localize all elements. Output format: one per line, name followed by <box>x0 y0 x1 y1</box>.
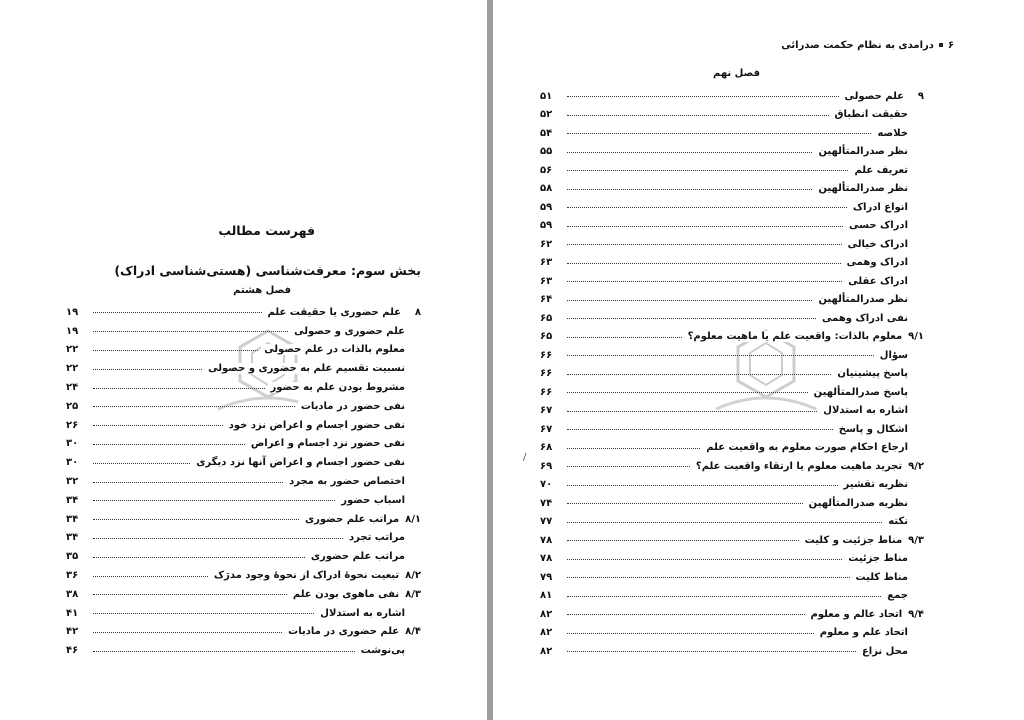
dot-leader <box>567 262 841 264</box>
toc-entry-text: نسبیت تقسیم علم به حضوری و حصولی <box>208 363 405 375</box>
toc-entry-text: نفی ادراک وهمی <box>822 312 908 324</box>
toc-entry <box>540 272 924 291</box>
toc-entry-label <box>842 91 924 102</box>
toc-entry-label <box>358 645 421 656</box>
dot-leader <box>93 650 355 652</box>
toc-entry-text: نفی حضور اجسام و اعراض آنها نزد دیگری <box>196 457 405 469</box>
toc-entry-label <box>291 326 421 337</box>
toc-entry-label <box>845 276 924 287</box>
toc-entry <box>66 623 421 642</box>
toc-entry-label <box>317 608 421 619</box>
toc-page-number: ۵۴ <box>540 127 553 139</box>
toc-entry-label <box>832 109 924 120</box>
toc-entry <box>66 303 421 322</box>
toc-entry-label <box>874 128 924 139</box>
toc-page-number: ۸۲ <box>540 627 553 639</box>
toc-entry <box>540 457 924 476</box>
toc-entry-label <box>850 202 924 213</box>
toc-entry-number: ۹/۲ <box>908 460 924 472</box>
toc-page-number: ۵۸ <box>540 183 553 195</box>
toc-entry-label <box>226 420 421 431</box>
dot-leader <box>93 556 305 558</box>
toc-entry-label <box>205 363 421 374</box>
toc-entry <box>540 106 924 125</box>
running-title: درامدی به نظام حکمت صدرائی <box>781 40 934 51</box>
dot-leader <box>93 368 202 370</box>
toc-entry-label <box>802 535 924 546</box>
toc-entry <box>540 531 924 550</box>
toc-entry <box>66 416 421 435</box>
dot-leader <box>93 424 223 426</box>
toc-page-number: ۵۲ <box>540 109 553 121</box>
dot-leader <box>567 447 700 449</box>
dot-leader <box>567 95 839 97</box>
toc-entry-text: اشاره به استدلال <box>823 405 908 417</box>
toc-entry-label <box>685 331 924 342</box>
toc-entry-label <box>308 551 421 562</box>
dot-leader <box>567 188 812 190</box>
toc-entry-label <box>806 498 924 509</box>
toc-entry <box>540 624 924 643</box>
toc-page-number: ۴۱ <box>66 607 79 619</box>
dot-leader <box>567 521 882 523</box>
toc-entry-label <box>302 514 421 525</box>
toc-entry <box>66 585 421 604</box>
dot-leader <box>93 612 314 614</box>
dot-leader <box>93 631 282 633</box>
toc-entry-text: اسباب حضور <box>341 494 405 506</box>
toc-entry <box>540 642 924 661</box>
toc-page-number: ۳۴ <box>66 532 79 544</box>
toc-entry-label <box>268 382 421 393</box>
toc-page-number: ۶۶ <box>540 368 553 380</box>
toc-page-number: ۲۴ <box>66 382 79 394</box>
toc-page-number: ۶۵ <box>540 312 553 324</box>
toc-entry-text: پی‌نوشت <box>360 645 405 657</box>
toc-entry-text: پاسخ صدرالمتألهین <box>813 386 908 398</box>
toc-entry-text: نظریه تقشیر <box>843 479 908 491</box>
part-title: بخش سوم: معرفت‌شناسی (هستی‌شناسی ادراک) <box>114 263 421 278</box>
dot-leader <box>93 481 283 483</box>
toc-entry-text: نظر صدرالمتألهین <box>818 183 908 195</box>
toc-entry-label <box>841 479 924 490</box>
toc-page-number: ۳۴ <box>66 513 79 525</box>
toc-entry-label <box>346 532 421 543</box>
toc-entry-text: تجرید ماهیت معلوم یا ارتقاء واقعیت علم؟ <box>695 460 903 472</box>
toc-entry <box>540 494 924 513</box>
toc-page-number: ۶۶ <box>540 349 553 361</box>
dot-leader <box>93 462 190 464</box>
toc-entry <box>540 439 924 458</box>
toc-entry <box>66 529 421 548</box>
toc-entry-label <box>811 387 924 398</box>
toc-entry-label <box>211 570 421 581</box>
toc-entry <box>540 161 924 180</box>
toc-entry-text: حقیقت انطباق <box>834 109 908 121</box>
margin-mark: / <box>523 452 527 463</box>
toc-page-number: ۸۲ <box>540 608 553 620</box>
toc-entry <box>66 453 421 472</box>
toc-entry-text: نظر صدرالمتألهین <box>818 146 908 158</box>
toc-page-number: ۵۹ <box>540 220 553 232</box>
toc-entry-text: مراتب علم حضوری <box>310 551 405 563</box>
toc-entry-number: ۹/۳ <box>908 534 924 546</box>
dot-leader <box>567 225 843 227</box>
dot-leader <box>567 114 829 116</box>
toc-entry-number: ۹/۱ <box>908 331 924 343</box>
toc-entry <box>66 547 421 566</box>
toc-entry-label <box>859 646 924 657</box>
toc-entry-label <box>693 461 924 472</box>
toc-page-number: ۴۲ <box>66 626 79 638</box>
toc-entry-label <box>703 442 924 453</box>
toc-page-number: ۵۱ <box>540 90 553 102</box>
toc-entry-label <box>884 590 924 601</box>
toc-entry-label <box>817 627 924 638</box>
toc-page-number: ۳۵ <box>66 551 79 563</box>
toc-entry-text: محل نزاع <box>861 645 908 657</box>
toc-entry-label <box>853 572 924 583</box>
toc-entry-text: علم حضوری در مادیات <box>288 626 400 638</box>
toc-page-number: ۶۹ <box>540 460 553 472</box>
toc-page-number: ۱۹ <box>66 325 79 337</box>
toc-entry-number: ۸/۲ <box>405 570 421 582</box>
toc-entry <box>66 491 421 510</box>
toc-page-number: ۷۷ <box>540 516 553 528</box>
toc-entry-label <box>846 220 924 231</box>
toc-page-number: ۲۵ <box>66 400 79 412</box>
dot-leader <box>93 499 335 501</box>
toc-entry <box>540 291 924 310</box>
toc-entry-label <box>261 344 421 355</box>
toc-entry-text: نفی ماهوی بودن علم <box>292 588 400 600</box>
toc-entry-text: ادراک وهمی <box>846 257 908 269</box>
toc-entry-text: مشروط بودن علم به حضور <box>270 382 405 394</box>
dot-leader <box>567 169 848 171</box>
toc-page-number: ۵۹ <box>540 201 553 213</box>
dot-leader <box>567 206 847 208</box>
dot-leader <box>93 311 262 313</box>
toc-page-number: ۳۶ <box>66 570 79 582</box>
toc-entry-text: مناط جزئیت <box>848 553 908 565</box>
toc-entry-text: ارجاع احکام صورت معلوم به واقعیت علم <box>706 442 908 454</box>
toc-page-number: ۶۶ <box>540 386 553 398</box>
toc-entry-label <box>290 589 421 600</box>
toc-entry-text: مراتب علم حضوری <box>304 513 400 525</box>
toc-entry-label <box>820 405 924 416</box>
toc-page-number: ۱۹ <box>66 306 79 318</box>
toc-entry-text: تبعیت نحوهٔ ادراک از نحوهٔ وجود مدرَک <box>213 570 400 582</box>
toc-entry-label <box>265 307 421 318</box>
toc-page-number: ۶۲ <box>540 238 553 250</box>
toc-entry <box>540 87 924 106</box>
toc-entry-text: ادراک خیالی <box>847 238 908 250</box>
dot-leader <box>567 539 799 541</box>
toc-entry-label <box>845 553 924 564</box>
toc-entry-text: خلاصه <box>877 127 908 139</box>
chapter-heading-left: فصل هشتم <box>233 285 291 296</box>
toc-entry-number: ۸/۱ <box>405 513 421 525</box>
toc-entry-text: علم حضوری و حصولی <box>294 325 405 337</box>
toc-entry-label <box>819 313 924 324</box>
dot-leader <box>567 595 881 597</box>
left-page <box>0 0 487 720</box>
toc-entry-text: نظریه صدرالمتألهین <box>808 497 908 509</box>
toc-entry <box>540 568 924 587</box>
toc-entry-label <box>248 438 421 449</box>
toc-entry <box>540 198 924 217</box>
toc-entry-text: علم حضوری یا حقیقت علم <box>267 306 401 318</box>
toc-entry-text: معلوم بالذات در علم حصولی <box>264 344 405 356</box>
toc-page-number: ۷۴ <box>540 497 553 509</box>
toc-entry <box>540 605 924 624</box>
toc-entry-text: علم حصولی <box>844 90 904 102</box>
toc-entry <box>540 420 924 439</box>
toc-entry-text: پاسخ پیشینیان <box>837 368 908 380</box>
toc-entry-label <box>338 495 421 506</box>
toc-entry <box>66 435 421 454</box>
dot-leader <box>93 518 299 520</box>
toc-entry-number: ۸ <box>414 306 421 318</box>
toc-entry-text: جمع <box>887 590 908 602</box>
dot-leader <box>567 336 682 338</box>
toc-page-number: ۷۸ <box>540 534 553 546</box>
toc-page-number: ۶۳ <box>540 275 553 287</box>
dot-leader <box>567 132 871 134</box>
page-number: ۶ <box>947 40 954 51</box>
toc-entry-text: نفی حضور اجسام و اعراض نزد خود <box>228 419 405 431</box>
toc-entry-label <box>877 350 924 361</box>
toc-page-number: ۷۰ <box>540 479 553 491</box>
toc-entry-text: اختصاص حضور به مجرد <box>289 476 405 488</box>
dot-leader <box>567 632 814 634</box>
toc-entry-text: تعریف علم <box>854 164 908 176</box>
toc-entry-text: نکته <box>888 516 908 528</box>
dot-leader <box>93 593 287 595</box>
dot-leader <box>567 650 856 652</box>
toc-entry <box>540 476 924 495</box>
toc-page-number: ۳۸ <box>66 588 79 600</box>
running-header <box>781 40 954 51</box>
toc-entry-number: ۹/۴ <box>908 608 924 620</box>
dot-leader <box>567 151 812 153</box>
dot-leader <box>567 576 850 578</box>
toc-page-number: ۲۶ <box>66 419 79 431</box>
toc-entry-label <box>815 183 924 194</box>
toc-entry-label <box>815 146 924 157</box>
chapter-heading-right: فصل نهم <box>712 68 760 79</box>
toc-page-number: ۶۸ <box>540 442 553 454</box>
toc-entry <box>540 587 924 606</box>
toc-page-number: ۶۷ <box>540 423 553 435</box>
toc-page-number: ۶۷ <box>540 405 553 417</box>
dot-leader <box>93 575 208 577</box>
dot-leader <box>567 502 803 504</box>
toc-entry-label <box>298 401 421 412</box>
header-bullet-icon <box>939 43 943 47</box>
toc-page-number: ۶۴ <box>540 294 553 306</box>
toc-page-number: ۳۲ <box>66 476 79 488</box>
toc-entry <box>540 124 924 143</box>
toc-entry <box>540 235 924 254</box>
dot-leader <box>567 484 838 486</box>
toc-entry-text: نظر صدرالمتألهین <box>818 294 908 306</box>
toc-entry-text: اتحاد علم و معلوم <box>819 627 908 639</box>
toc-entry-text: ادراک حسی <box>849 220 908 232</box>
toc-page-number: ۲۲ <box>66 344 79 356</box>
toc-entry <box>540 513 924 532</box>
toc-page-number: ۶۳ <box>540 257 553 269</box>
toc-entry-text: مناط کلیت <box>855 571 908 583</box>
toc-entry-number: ۸/۴ <box>405 626 421 638</box>
toc-entry-number: ۹ <box>917 90 924 102</box>
toc-entry-text: معلوم بالذات: واقعیت علم یا ماهیت معلوم؟ <box>687 331 903 343</box>
toc-entry-text: انواع ادراک <box>852 201 908 213</box>
dot-leader <box>567 280 842 282</box>
toc-page-number: ۷۹ <box>540 571 553 583</box>
toc-entry <box>66 604 421 623</box>
toc-page-number: ۸۱ <box>540 590 553 602</box>
toc-entry <box>540 550 924 569</box>
toc-entry-label <box>836 424 924 435</box>
toc-entry <box>540 254 924 273</box>
toc-entry-label <box>808 609 925 620</box>
toc-entry-label <box>851 165 924 176</box>
dot-leader <box>567 613 805 615</box>
toc-page-number: ۵۶ <box>540 164 553 176</box>
dot-leader <box>567 299 812 301</box>
toc-page-number: ۷۸ <box>540 553 553 565</box>
toc-entry-text: اشکال و پاسخ <box>838 423 908 435</box>
toc-title: فهرست مطالب <box>218 223 315 238</box>
toc-page-number: ۳۰ <box>66 457 79 469</box>
toc-entry <box>66 566 421 585</box>
toc-entry <box>540 143 924 162</box>
toc-entry-label <box>885 516 924 527</box>
toc-entry-text: مناط جزئیت و کلیت <box>804 534 903 546</box>
toc-entry-label <box>844 257 924 268</box>
toc-entry <box>540 180 924 199</box>
toc-entry-text: ادراک عقلی <box>848 275 908 287</box>
toc-entry-label <box>193 457 421 468</box>
toc-page-number: ۳۴ <box>66 494 79 506</box>
toc-entry <box>66 472 421 491</box>
toc-entry <box>540 217 924 236</box>
toc-entry-text: اتحاد عالم و معلوم <box>810 608 903 620</box>
toc-entry-text: نفی حضور در مادیات <box>300 400 405 412</box>
toc-entry-text: اشاره به استدلال <box>320 607 405 619</box>
toc-entry-label <box>815 294 924 305</box>
dot-leader <box>567 428 833 430</box>
toc-page-number: ۶۵ <box>540 331 553 343</box>
toc-entry-label <box>834 368 924 379</box>
toc-entry <box>66 641 421 660</box>
toc-entry-label <box>285 626 421 637</box>
dot-leader <box>567 558 842 560</box>
toc-entry-text: نفی حضور نزد اجسام و اعراض <box>250 438 405 450</box>
dot-leader <box>93 537 343 539</box>
toc-page-number: ۵۵ <box>540 146 553 158</box>
toc-entry-text: مراتب تجرد <box>349 532 405 544</box>
dot-leader <box>567 317 816 319</box>
toc-page-number: ۸۲ <box>540 645 553 657</box>
toc-page-number: ۴۶ <box>66 645 79 657</box>
dot-leader <box>93 443 245 445</box>
toc-entry-text: سؤال <box>879 349 908 361</box>
toc-page-number: ۲۲ <box>66 363 79 375</box>
toc-entry-label <box>845 239 924 250</box>
toc-page-number: ۳۰ <box>66 438 79 450</box>
toc-entry-label <box>286 476 421 487</box>
dot-leader <box>567 465 690 467</box>
toc-entry-number: ۸/۳ <box>405 588 421 600</box>
dot-leader <box>567 243 842 245</box>
toc-entry <box>66 510 421 529</box>
